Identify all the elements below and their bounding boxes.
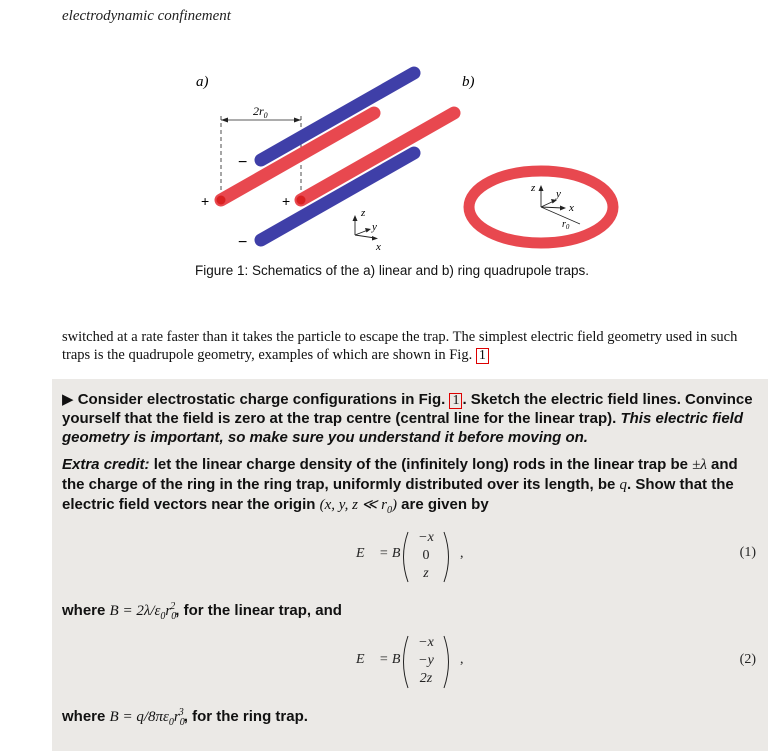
running-header: electrodynamic confinement: [62, 8, 231, 24]
rod-end-cap: [297, 196, 306, 205]
eq1-component-x: −x: [418, 530, 434, 545]
equation-number-1: (1): [739, 545, 756, 560]
task-arrow-icon: ▶: [62, 391, 74, 408]
ring-radius-label: $r_0$: [562, 219, 570, 231]
sign-plus-left: +: [201, 193, 210, 209]
axis-label-y: y: [372, 221, 377, 233]
panel-label-b: b): [462, 74, 475, 90]
quadrupole-figure: [0, 60, 784, 260]
eq1-component-z: z: [423, 566, 429, 581]
ring-axis-label-y: y: [556, 188, 561, 200]
body-paragraph: switched at a rate faster than it takes the particle to escape the trap. The simplest electric field geometry used in such traps is the quadrupole geometry, examples of which are shown in Fig. 1: [62, 329, 738, 363]
figure-reference-link[interactable]: 1: [476, 348, 489, 364]
extra-credit-paragraph: Extra credit: let the linear charge density of the (infinitely long) rods in the linear trap be ±λ and the charge of the ring in the ring trap, uniformly distributed over its length, be q. Show that the electric field vectors near the origin (x, y, z ≪ $r_0$) are given by: [62, 456, 738, 516]
emphasis-text: This electric field geometry is important, so make sure you understand it before moving on.: [62, 410, 744, 446]
ring-axis-label-z: z: [531, 182, 536, 194]
sign-minus-bottom: −: [238, 234, 248, 251]
dimension-label: $2r_0$: [253, 104, 268, 120]
rod-end-cap: [217, 196, 226, 205]
eq2-component-z: 2z: [419, 671, 433, 686]
figure-caption: Figure 1: Schematics of the a) linear and b) ring quadrupole traps.: [195, 263, 589, 278]
panel-label-a: a): [196, 74, 209, 90]
eq2-component-x: −x: [418, 635, 434, 650]
where-clause-1: where $B = 2\lambda/\varepsilon_0r_0^2$, for the linear trap, and: [62, 601, 342, 622]
eq1-component-y: 0: [422, 548, 430, 563]
dimension-arrow-left: [221, 118, 228, 123]
exercise-instruction: ▶ Consider electrostatic charge configurations in Fig. 1 . Sketch the electric field lines. Convince yourself that the field is zero at the trap centre (central line for the linear trap). This electric field geometry is important, so make sure you understand it before moving on.: [62, 391, 753, 446]
eq2-component-y: −y: [418, 653, 434, 668]
where-clause-2: where $B = q/8\pi\varepsilon_0r_0^3$, for the ring trap.: [62, 707, 308, 728]
ring-axis-label-x: x: [569, 202, 574, 214]
sign-plus-right: +: [282, 193, 291, 209]
sign-minus-top: −: [238, 154, 248, 171]
figure-reference-link[interactable]: 1: [449, 393, 462, 409]
axis-label-x: x: [376, 241, 381, 253]
extra-credit-label: Extra credit:: [62, 456, 150, 473]
axis-label-z: z: [361, 207, 366, 219]
equation-number-2: (2): [739, 652, 756, 667]
dimension-arrow-right: [294, 118, 301, 123]
